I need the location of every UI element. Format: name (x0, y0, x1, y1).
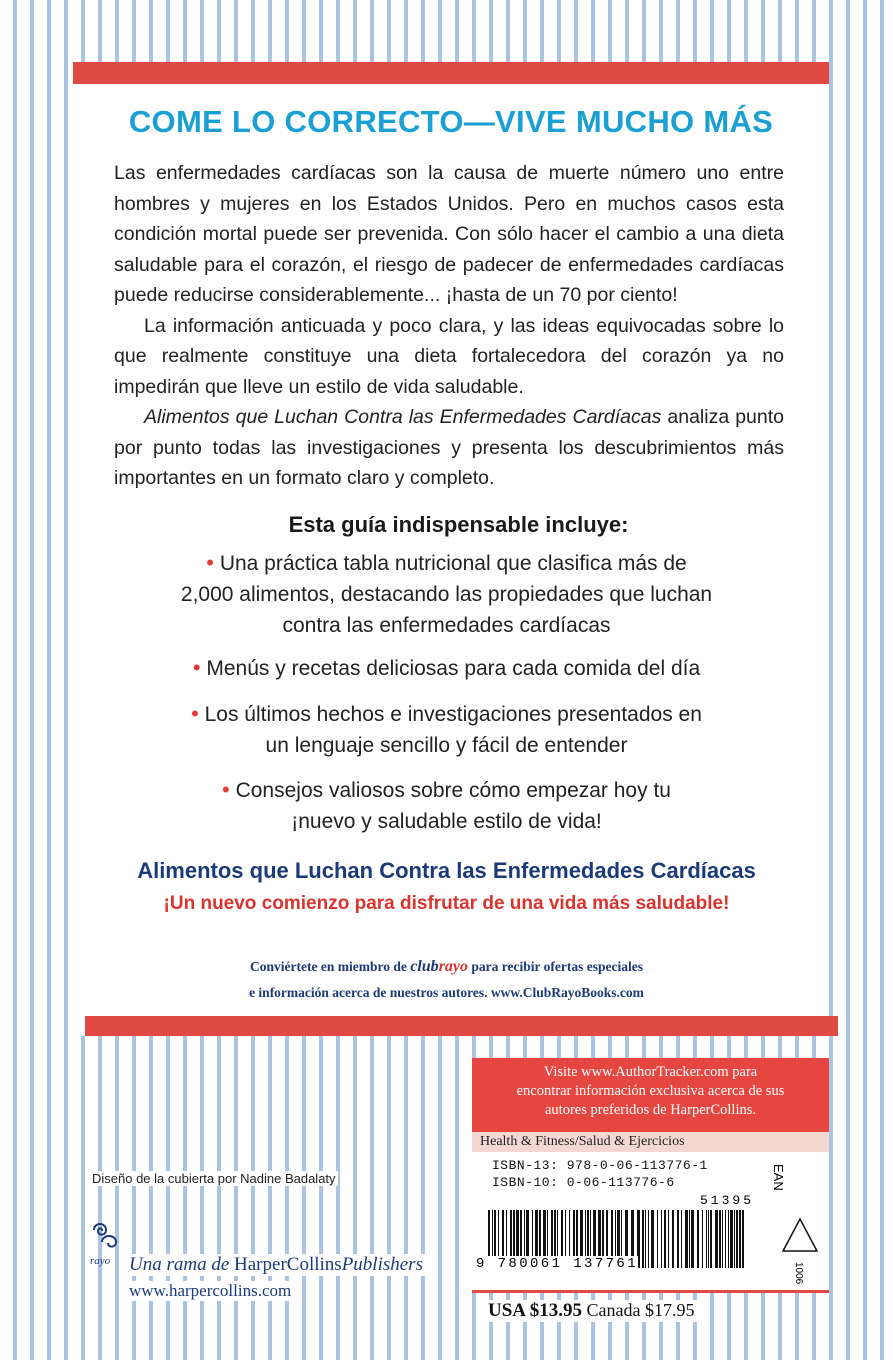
paragraph-1: Las enfermedades cardíacas son la causa de muerte número uno entre hombres y mujeres en los Estados Unidos. Pero en muchos casos esta condición mortal puede ser prevenida. Con sólo hacer el cambio a una dieta saludable para el corazón, el riesgo de padecer de enfermedades cardíacas puede reducirse considerablemente... ¡hasta de un 70 por ciento! (114, 162, 784, 306)
club-line-2: e información acerca de nuestros autores. www.ClubRayoBooks.com (249, 985, 644, 1000)
club-line-1: Conviértete en miembro de clubrayo para recibir ofertas especiales (250, 958, 643, 975)
barcode-bar (710, 1210, 712, 1268)
paragraph-2: La información anticuada y poco clara, y las ideas equivocadas sobre lo que realmente constituye una dieta fortalecedora del corazón ya no impedirán que lleve un estilo de vida saludable. (114, 314, 784, 398)
list-item: • Consejos valiosos sobre cómo empezar hoy tu ¡nuevo y saludable estilo de vida! (222, 777, 671, 833)
tagline-title: Alimentos que Luchan Contra las Enfermedades Cardíacas (137, 858, 756, 883)
ean-label: EAN (771, 1164, 786, 1191)
barcode-number: 9 780061 137761 (476, 1256, 639, 1272)
author-tracker-box: Visite www.AuthorTracker.com para encontrar información exclusiva acerca de sus autores preferidos de HarperCollins. (472, 1058, 829, 1132)
book-title-inline: Alimentos que Luchan Contra las Enfermedades Cardíacas (144, 406, 662, 428)
bullet-icon: • (191, 701, 199, 726)
barcode-bar (730, 1210, 733, 1268)
barcode-bar (697, 1210, 699, 1268)
product-code: 1006 (793, 1262, 804, 1285)
barcode-bar (706, 1210, 707, 1268)
category-label: Health & Fitness/Salud & Ejercicios (472, 1132, 829, 1152)
barcode-bar (742, 1210, 744, 1268)
price-canada: Canada $17.95 (586, 1300, 695, 1320)
list-item: • Los últimos hechos e investigaciones presentados en un lenguaje sencillo y fácil de entender (191, 701, 702, 757)
barcode-bar (736, 1210, 738, 1268)
paragraph-3-rest: analiza punto por punto todas las investigaciones y presenta los descubrimientos más importantes en un formato claro y completo. (114, 406, 784, 489)
price-usa: USA $13.95 (488, 1300, 582, 1321)
barcode-bar (689, 1210, 690, 1268)
bullet-icon: • (206, 550, 214, 575)
barcode-bar (734, 1210, 735, 1268)
barcode-bar (722, 1210, 723, 1268)
isbn-10: ISBN-10: 0-06-113776-6 (492, 1175, 675, 1190)
barcode-bar (719, 1210, 721, 1268)
description (114, 158, 784, 494)
paragraph-3 (114, 402, 784, 494)
bullet-icon: • (192, 655, 201, 680)
barcode-bar (664, 1210, 666, 1268)
top-red-band (73, 62, 829, 84)
barcode-bar (668, 1210, 669, 1268)
barcode-bar (728, 1210, 729, 1268)
barcode-bar (691, 1210, 694, 1268)
barcode-bar (702, 1210, 703, 1268)
barcode-bar (648, 1210, 649, 1268)
list-item: • Una práctica tabla nutricional que clasifica más de 2,000 alimentos, destacando las propiedades que luchan contra las enfermedades cardíacas (180, 550, 713, 637)
price (484, 1300, 698, 1322)
triangle-icon (780, 1215, 820, 1255)
barcode-bar (672, 1210, 674, 1268)
barcode-bar (661, 1210, 662, 1268)
list-title: Esta guía indispensable incluye: (288, 512, 629, 537)
barcode-bar (725, 1210, 726, 1268)
barcode-bar (708, 1210, 709, 1268)
headline: COME LO CORRECTO—VIVE MUCHO MÁS (128, 104, 774, 139)
barcode-bar (657, 1210, 658, 1268)
imprint-line: Una rama de HarperCollinsPublishers (126, 1254, 426, 1276)
isbn-13: ISBN-13: 978-0-06-113776-1 (492, 1158, 708, 1173)
barcode-bar (651, 1210, 654, 1268)
bottom-red-band (85, 1016, 838, 1036)
barcode-bar (685, 1210, 688, 1268)
barcode-bar (677, 1210, 679, 1268)
barcode-bar (681, 1210, 682, 1268)
clubrayo-logo: clubrayo (410, 958, 469, 975)
price-divider (472, 1290, 829, 1293)
svg-text:rayo: rayo (90, 1255, 111, 1267)
barcode-bar (715, 1210, 718, 1268)
bullet-icon: • (222, 777, 230, 802)
barcode-bar (642, 1210, 644, 1268)
tagline-subtitle: ¡Un nuevo comienzo para disfrutar de una vida más saludable! (163, 893, 730, 914)
addon-number: 51395 (700, 1193, 755, 1208)
rayo-logo-icon (88, 1220, 120, 1268)
barcode-bar (645, 1210, 646, 1268)
cover-design-credit: Diseño de la cubierta por Nadine Badalaty (92, 1171, 336, 1186)
publisher-website: www.harpercollins.com (126, 1281, 294, 1301)
barcode-bar (739, 1210, 741, 1268)
list-item: • Menús y recetas deliciosas para cada comida del día (192, 655, 701, 680)
